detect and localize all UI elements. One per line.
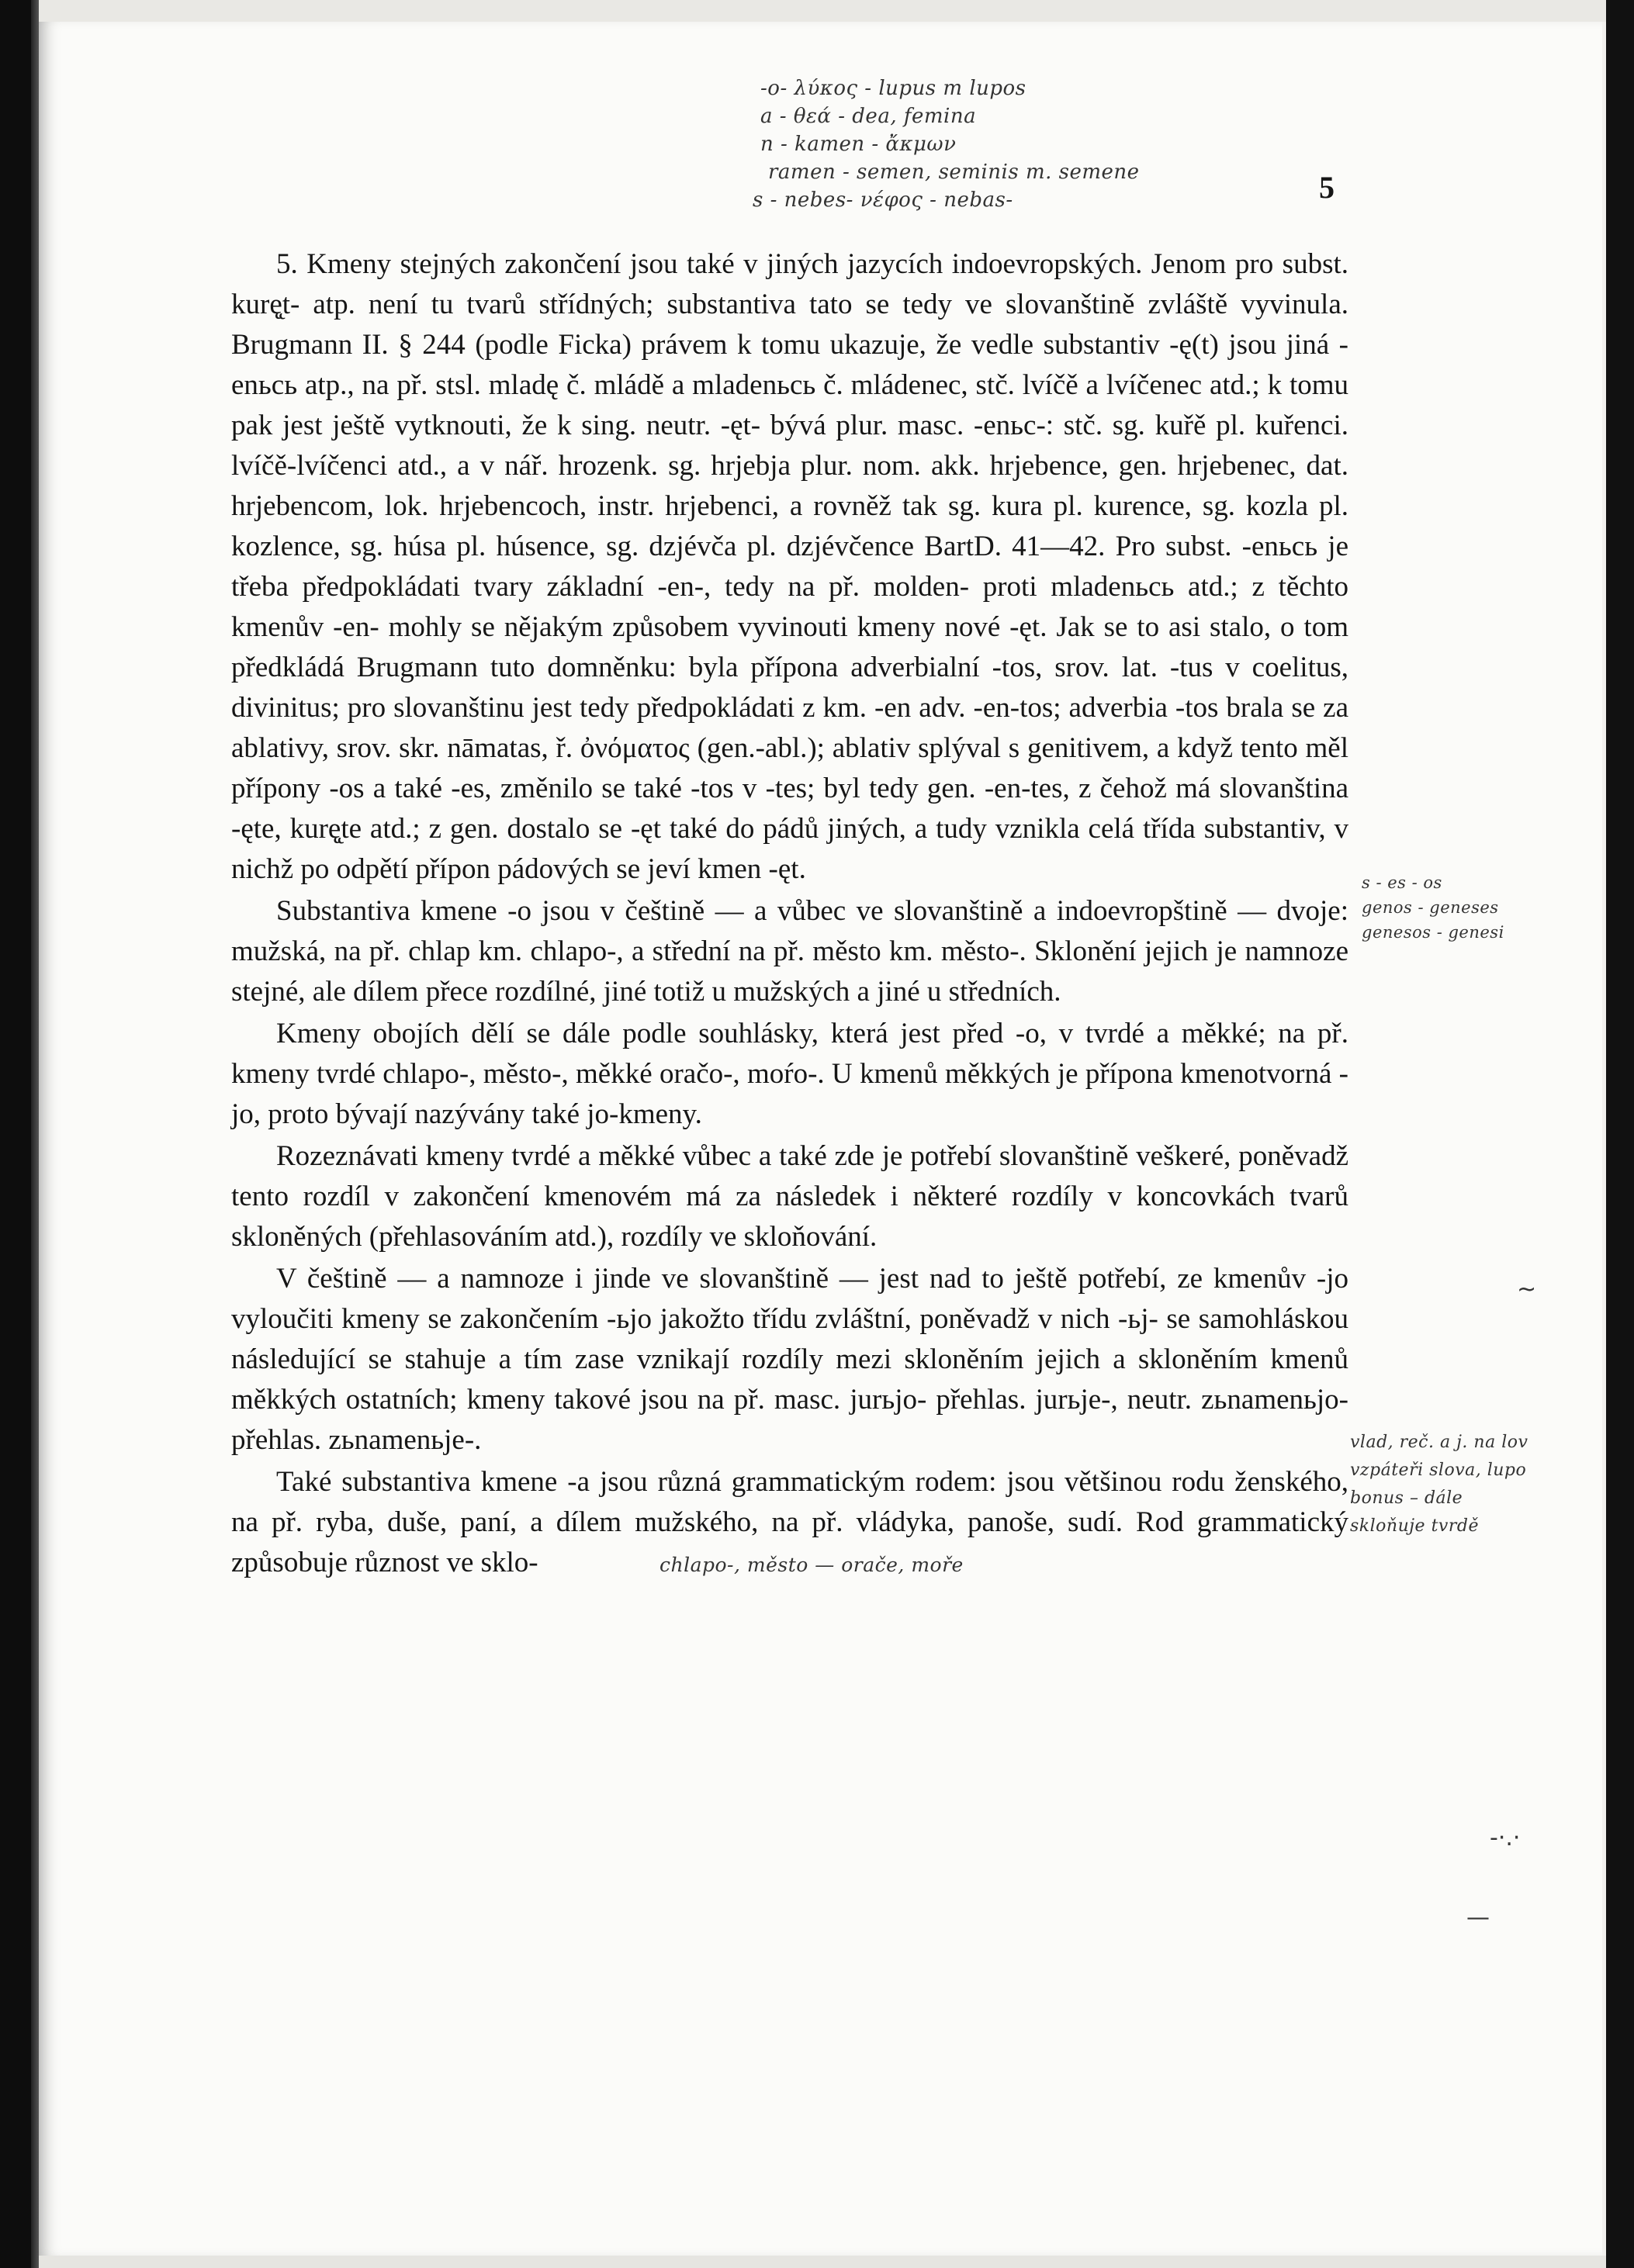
handwritten-note: genos - geneses [1362, 898, 1499, 917]
scan-top-edge [39, 0, 1606, 22]
pencil-mark: ~ [1517, 1276, 1537, 1303]
paragraph: Také substantiva kmene -a jsou různá grammatickým rodem: jsou většinou rodu ženského, na př. ryba, duše, paní, a dílem mužského, na př. vládyka, panoše, sudí. Rod grammatický způsobuje různost ve sklo- [231, 1466, 1348, 1578]
handwritten-top-notes [714, 74, 1350, 214]
scan-bottom-edge [39, 2256, 1606, 2268]
page-number: 5 [1319, 170, 1335, 205]
scan-left-edge [0, 0, 39, 2268]
handwritten-note: n - kamen - ἄκμων [760, 133, 957, 156]
handwritten-note: bonus – dále [1350, 1488, 1463, 1508]
paragraph: Rozeznávati kmeny tvrdé a měkké vůbec a také zde je potřebí slovanštině veškeré, poněvadž tento rozdíl v zakončení kmenovém má za následek i některé rozdíly v koncovkách tvarů skloněných (přehlasováním atd.), rozdíly ve skloňování. [231, 1140, 1348, 1253]
handwritten-note: s - nebes- νέφος - nebas- [753, 188, 1013, 212]
handwritten-note: s - es - os [1362, 873, 1442, 892]
paragraph: 5. Kmeny stejných zakončení jsou také v jiných jazycích indoevropských. Jenom pro subst. kurę̨t- atp. není tu tvarů střídných; substantiva tato se tedy ve slovanštině zvláště vyvinula. Brugmann II. § 244 (podle Ficka) právem k tomu ukazuje, že vedle substantiv -ę(t) jsou jiná -enьcь atp., na př. stsl. mladę č. mládě a mladenьcь č. mládenec, stč. lvíčě a lvíčenec atd.; k tomu pak jest ještě vytknouti, že k sing. neutr. -ęt- bývá plur. masc. -enьc-: stč. sg. kuřě pl. kuřenci. lvíčě-lvíčenci atd., a v nář. hrozenk. sg. hrjebja plur. nom. akk. hrjebence, gen. hrjebenec, dat. hrjebencom, lok. hrjebencoch, instr. hrjebenci, a rovněž tak sg. kura pl. kurence, sg. kozla pl. kozlence, sg. húsa pl. húsence, sg. dzjévča pl. dzjévčence BartD. 41—42. Pro subst. -enьcь je třeba předpokládati tvary základní -en-, tedy na př. molden- proti mladenьcь atd.; z těchto kmenův -en- mohly se nějakým způsobem vyvinouti kmeny nové -ęt. Jak se to asi stalo, o tom předkládá Brugmann tuto domněnku: byla přípona adverbialní -tos, srov. lat. -tus v coelitus, divinitus; pro slovanštinu jest tedy předpokládati z km. -en adv. -en-tos; adverbia -tos brala se za ablativy, srov. skr. nāmatas, ř. ὀνόματος (gen.-abl.); ablativ splýval s genitivem, a když tento měl přípony -os a také -es, změnilo se také -tos v -tes; byl tedy gen. -en-tes, z čehož má slovanština -ęte, kurę̨te atd.; z gen. dostalo se -ęt také do pádů jiných, a tudy vznikla celá třída substantiv, v nichž po odpětí přípon pádových se jeví kmen -ęt. [231, 248, 1348, 885]
handwritten-margin-notes [1362, 870, 1556, 945]
handwritten-note: -o- λύκος - lupus m lupos [760, 77, 1026, 100]
paragraph: Substantiva kmene -o jsou v češtině — a vůbec ve slovanštině a indoevropštině — dvoje: mužská, na př. chlap km. chlapo-, a střední na př. město km. město-. Sklonění jejich je namnoze stejné, ale dílem přece rozdílné, jiné totiž u mužských a jiné u středních. [231, 895, 1348, 1008]
handwritten-inline-note: chlapo-, město — orače, moře [659, 1554, 964, 1576]
scan-right-edge [1606, 0, 1634, 2268]
pencil-mark: -·.· [1490, 1824, 1521, 1851]
handwritten-note: genesos - genesi [1362, 923, 1504, 942]
handwritten-note: vzpáteři slova, lupo [1350, 1461, 1527, 1480]
handwritten-note: skloňuje tvrdě [1350, 1516, 1479, 1536]
pencil-mark: — [1466, 1904, 1490, 1931]
handwritten-note: ramen - semen, seminis m. semene [768, 161, 1140, 184]
handwritten-margin-notes [1350, 1429, 1598, 1540]
body-text [231, 244, 1348, 1583]
handwritten-note: vlad, reč. a j. na lov [1350, 1433, 1528, 1452]
handwritten-note: a - θεά - dea, femina [760, 105, 977, 128]
paragraph: V češtině — a namnoze i jinde ve slovanštině — jest nad to ještě potřebí, ze kmenův -jo vyloučiti kmeny se zakončením -ьjo jakožto třídu zvláštní, poněvadž v nich -ьj- se samohláskou následující se stahuje a tím zase vznikají rozdíly mezi skloněním jejich a skloněním kmenů měkkých ostatních; kmeny takové jsou na př. masc. jurьjo- přehlas. jurьje-, neutr. zьnamenьjo- přehlas. zьnamenьje-. [231, 1263, 1348, 1456]
paragraph: Kmeny obojích dělí se dále podle souhlásky, která jest před -o, v tvrdé a měkké; na př. kmeny tvrdé chlapo-, město-, měkké oračo-, moŕo-. U kmenů měkkých je přípona kmenotvorná -jo, proto bývají nazývány také jo-kmeny. [231, 1018, 1348, 1130]
